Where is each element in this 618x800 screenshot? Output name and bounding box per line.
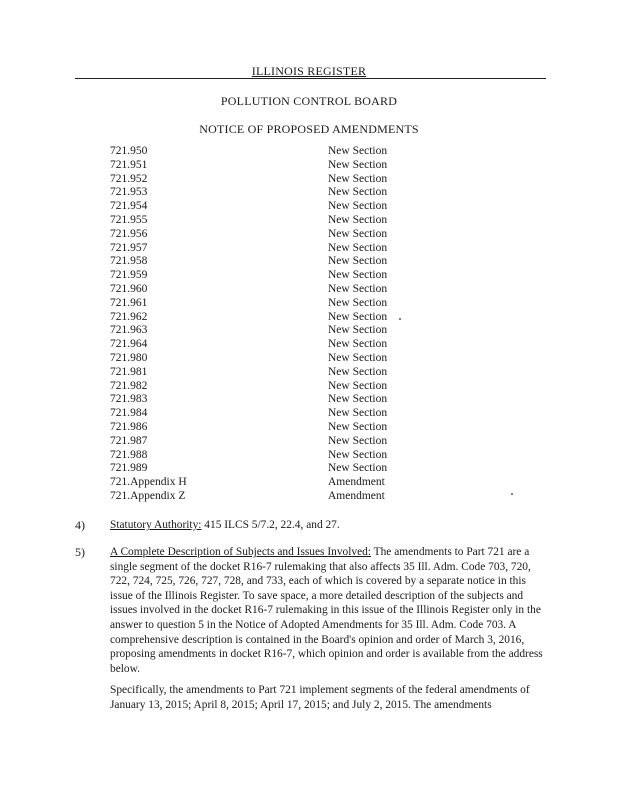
section-number: 721.957 bbox=[110, 241, 148, 254]
item-5-text: The amendments to Part 721 are a single segment of the docket R16-7 rulemaking that also affects 35 Ill. Adm. Code 703, 720, 722, 724, 725, 726, 727, 728, and 733, each of which is covered by a separate notice in this issue of the Illinois Register. To save space, a more detailed description of the subjects and issues involved in the docket R16-7 rulemaking in this issue of the Illinois Register only in the answer to question 5 in the Notice of Adopted Amendments for 35 Ill. Adm. Code 703. A comprehensive description is contained in the Board's opinion and order of March 3, 2016, proposing amendments in docket R16-7, which opinion and order is available from the address below. bbox=[110, 546, 543, 675]
section-number: 721.960 bbox=[110, 282, 148, 295]
item-4-body bbox=[110, 518, 546, 533]
section-number: 721.952 bbox=[110, 172, 148, 185]
section-number: 721.Appendix Z bbox=[110, 489, 186, 502]
section-row bbox=[110, 283, 387, 297]
section-action: New Section bbox=[328, 172, 388, 185]
section-number: 721.951 bbox=[110, 158, 148, 171]
section-row bbox=[110, 214, 387, 228]
section-row bbox=[110, 186, 387, 200]
scan-speck bbox=[399, 318, 401, 320]
section-row bbox=[110, 490, 387, 504]
item-4-text: 415 ILCS 5/7.2, 22.4, and 27. bbox=[201, 519, 340, 531]
section-number: 721.986 bbox=[110, 420, 148, 433]
section-action: New Section bbox=[328, 200, 388, 213]
section-action: New Section bbox=[328, 338, 388, 351]
section-row bbox=[110, 393, 387, 407]
section-row bbox=[110, 145, 387, 159]
header-rule bbox=[75, 78, 546, 79]
section-action: New Section bbox=[328, 324, 388, 337]
item-5-number: 5) bbox=[75, 545, 85, 559]
section-action: New Section bbox=[328, 351, 388, 364]
section-number: 721.962 bbox=[110, 310, 148, 323]
section-action: New Section bbox=[328, 393, 388, 406]
section-row bbox=[110, 228, 387, 242]
section-action: New Section bbox=[328, 448, 388, 461]
section-action: New Section bbox=[328, 227, 388, 240]
section-row bbox=[110, 449, 387, 463]
section-row bbox=[110, 407, 387, 421]
register-title: ILLINOIS REGISTER bbox=[251, 64, 367, 78]
section-action: New Section bbox=[328, 269, 388, 282]
section-row bbox=[110, 242, 387, 256]
section-row bbox=[110, 311, 387, 325]
section-row bbox=[110, 462, 387, 476]
section-number: 721.963 bbox=[110, 324, 148, 337]
section-number: 721.984 bbox=[110, 407, 148, 420]
section-row bbox=[110, 421, 387, 435]
item-5-heading: A Complete Description of Subjects and Issues Involved: bbox=[110, 546, 371, 558]
board-name: POLLUTION CONTROL BOARD bbox=[220, 94, 398, 108]
section-number: 721.953 bbox=[110, 186, 148, 199]
section-action: New Section bbox=[328, 213, 388, 226]
section-number: 721.987 bbox=[110, 434, 148, 447]
section-number: 721.981 bbox=[110, 365, 148, 378]
item-4-number: 4) bbox=[75, 518, 85, 532]
section-row bbox=[110, 366, 387, 380]
section-number: 721.982 bbox=[110, 379, 148, 392]
section-number: 721.950 bbox=[110, 145, 148, 157]
section-action: New Section bbox=[328, 186, 388, 199]
section-row bbox=[110, 173, 387, 187]
section-row bbox=[110, 435, 387, 449]
item-5-body bbox=[110, 545, 546, 676]
notice-title: NOTICE OF PROPOSED AMENDMENTS bbox=[199, 122, 419, 136]
item-5-paragraph-2: Specifically, the amendments to Part 721 implement segments of the federal amendments of January 13, 2015; April 8, 2015; April 17, 2015; and July 2, 2015. The amendments bbox=[110, 684, 530, 711]
section-action: New Section bbox=[328, 255, 388, 268]
section-action: New Section bbox=[328, 282, 388, 295]
section-number: 721.983 bbox=[110, 393, 148, 406]
section-row bbox=[110, 255, 387, 269]
section-action: New Section bbox=[328, 145, 388, 157]
sections-table bbox=[110, 145, 387, 504]
section-number: 721.961 bbox=[110, 296, 148, 309]
item-4-heading: Statutory Authority: bbox=[110, 519, 202, 531]
section-action: New Section bbox=[328, 407, 388, 420]
section-number: 721.959 bbox=[110, 269, 148, 282]
section-action: New Section bbox=[328, 158, 388, 171]
section-number: 721.954 bbox=[110, 200, 148, 213]
section-number: 721.964 bbox=[110, 338, 148, 351]
section-row bbox=[110, 476, 387, 490]
section-action: New Section bbox=[328, 420, 388, 433]
section-number: 721.956 bbox=[110, 227, 148, 240]
section-action: New Section bbox=[328, 365, 388, 378]
section-row bbox=[110, 380, 387, 394]
section-row bbox=[110, 269, 387, 283]
section-number: 721.989 bbox=[110, 462, 148, 475]
section-action: New Section bbox=[328, 296, 388, 309]
section-action: New Section bbox=[328, 241, 388, 254]
section-action: Amendment bbox=[328, 489, 385, 502]
section-row bbox=[110, 338, 387, 352]
section-action: New Section bbox=[328, 462, 388, 475]
section-action: New Section bbox=[328, 434, 388, 447]
section-number: 721.Appendix H bbox=[110, 476, 187, 489]
section-number: 721.958 bbox=[110, 255, 148, 268]
section-number: 721.980 bbox=[110, 351, 148, 364]
section-number: 721.988 bbox=[110, 448, 148, 461]
section-action: New Section bbox=[328, 310, 388, 323]
section-row bbox=[110, 159, 387, 173]
scan-speck bbox=[511, 493, 513, 495]
section-row bbox=[110, 297, 387, 311]
section-row bbox=[110, 352, 387, 366]
section-number: 721.955 bbox=[110, 213, 148, 226]
section-row bbox=[110, 200, 387, 214]
section-action: New Section bbox=[328, 379, 388, 392]
section-row bbox=[110, 324, 387, 338]
section-action: Amendment bbox=[328, 476, 385, 489]
